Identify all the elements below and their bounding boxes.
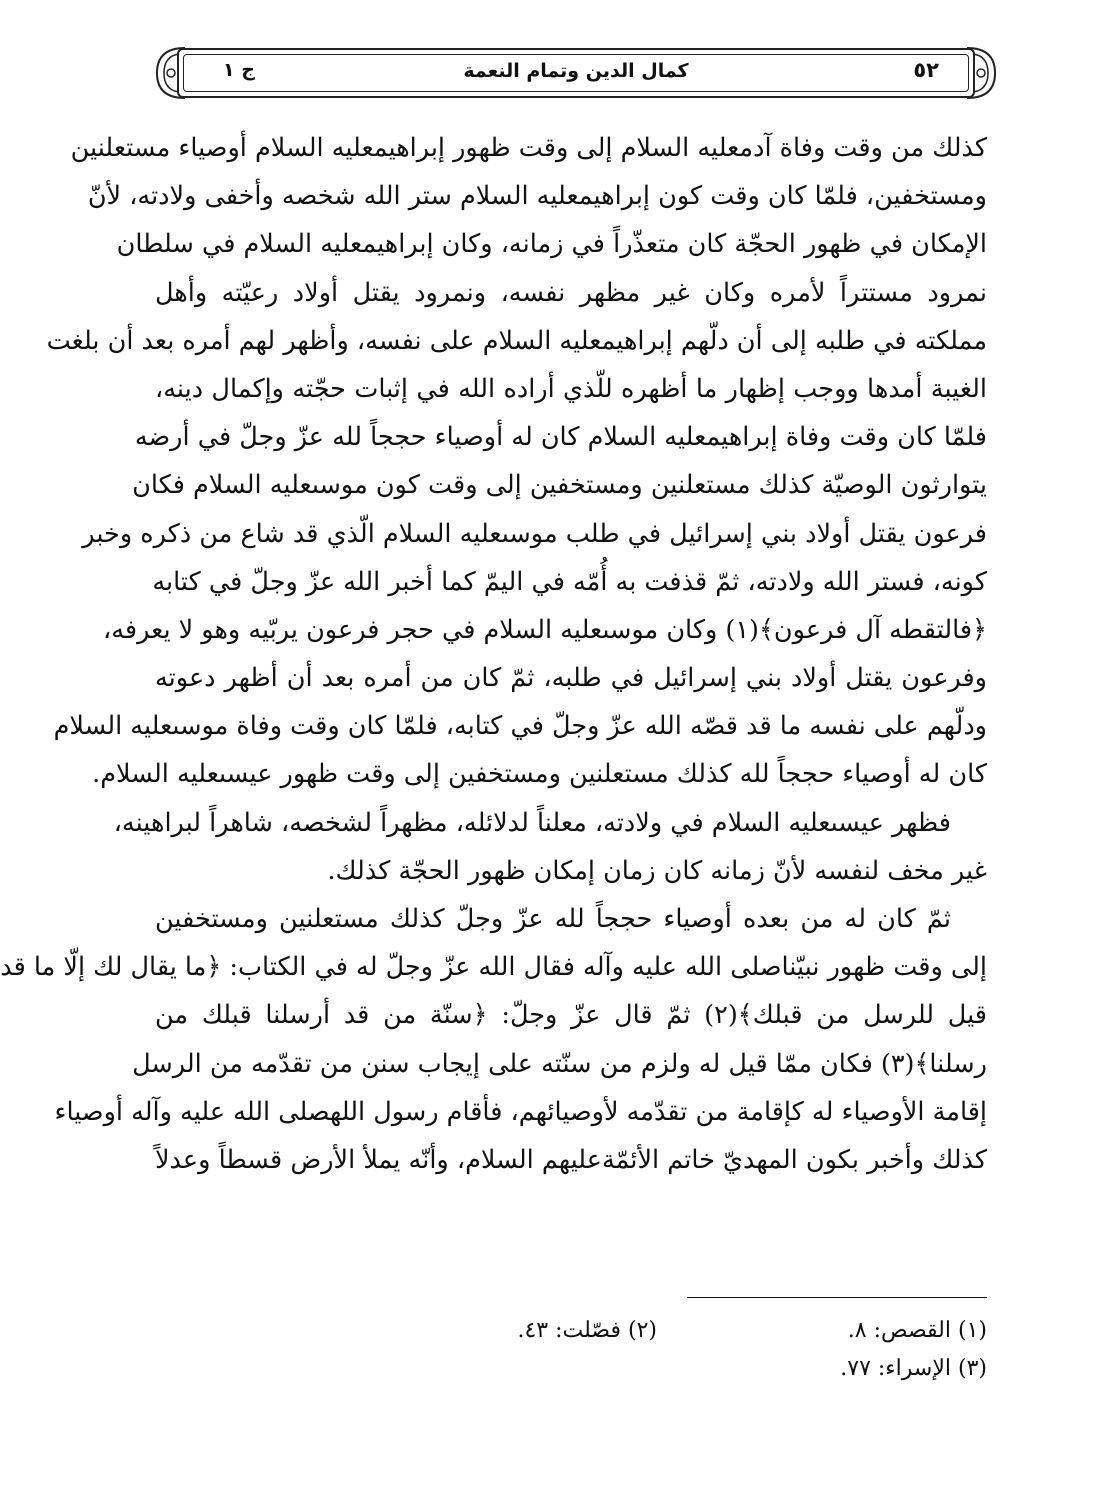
text-line: ودلّهم على نفسه ما قد قصّه الله عزّ وجلّ في كتابه، فلمّا كان وقت وفاة موسىعليه السلام <box>53 711 987 742</box>
text-line: كان له أوصياء حججاً لله كذلك مستعلنين ومستخفين إلى وقت ظهور عيسىعليه السلام. <box>92 759 987 790</box>
text-line: يتوارثون الوصيّة كذلك مستعلنين ومستخفين إلى وقت كون موسىعليه السلام فكان <box>132 470 987 501</box>
footnote-2: (٢) فصّلت: ٤٣. <box>517 1318 657 1343</box>
text-line: نمرود مستتراً لأمره وكان غير مظهر نفسه، ونمرود يقتل أولاد رعيّته وأهل <box>155 277 987 308</box>
text-line: مملكته في طلبه إلى أن دلّهم إبراهيمعليه السلام على نفسه، وأظهر لهم أمره بعد أن بلغت <box>46 325 987 356</box>
text-line: ثمّ كان له من بعده أوصياء حججاً لله عزّ وجلّ كذلك مستعلنين ومستخفين <box>155 904 951 934</box>
text-line: فظهر عيسىعليه السلام في ولادته، معلناً لدلائله، مظهراً لشخصه، شاهراً لبراهينه، <box>113 807 951 838</box>
text-line: إلى وقت ظهور نبيّناصلى الله عليه وآله فقال الله عزّ وجلّ له في الكتاب: ﴿ما يقال لك إلّا ما قد <box>0 952 987 983</box>
text-line: كذلك من وقت وفاة آدمعليه السلام إلى وقت ظهور إبراهيمعليه السلام أوصياء مستعلنين <box>70 133 987 163</box>
book-title: كمال الدين وتمام النعمة <box>463 60 689 82</box>
page-header <box>151 44 1001 102</box>
text-line: رسلنا﴾(٣) فكان ممّا قيل له ولزم من سنّته على إيجاب سنن من تقدّمه من الرسل <box>132 1048 987 1079</box>
page-number: ٥٢ <box>913 58 939 82</box>
footnote-3: (٣) الإسراء: ٧٧. <box>840 1356 987 1381</box>
volume-label: ج ١ <box>223 59 255 81</box>
footnote-1: (١) القصص: ٨. <box>847 1318 987 1343</box>
text-line: قيل للرسل من قبلك﴾(٢) ثمّ قال عزّ وجلّ: ﴿سنّة من قد أرسلنا قبلك من <box>155 1000 987 1031</box>
text-line: وفرعون يقتل أولاد بني إسرائيل في طلبه، ثمّ كان من أمره بعد أن أظهر دعوته <box>155 663 987 694</box>
header-frame <box>177 48 975 98</box>
main-text <box>0 124 987 1184</box>
text-line: كونه، فستر الله ولادته، ثمّ قذفت به أُمّه في اليمّ كما أخبر الله عزّ وجلّ في كتابه <box>152 566 987 597</box>
text-line: فلمّا كان وقت وفاة إبراهيمعليه السلام كان له أوصياء حججاً لله عزّ وجلّ في أرضه <box>134 422 987 453</box>
text-line: إقامة الأوصياء له كإقامة من تقدّمه لأوصيائهم، فأقام رسول اللهصلى الله عليه وآله أوصياء <box>54 1096 987 1127</box>
text-line: الغيبة أمدها ووجب إظهار ما أظهره للّذي أراده الله في إثبات حجّته وإكمال دينه، <box>155 373 987 404</box>
text-line: ومستخفين، فلمّا كان وقت كون إبراهيمعليه السلام ستر الله شخصه وأخفى ولادته، لأنّ <box>87 181 987 212</box>
text-line: الإمكان في ظهور الحجّة كان متعذّراً في زمانه، وكان إبراهيمعليه السلام في سلطان <box>116 229 987 260</box>
text-line: كذلك وأخبر بكون المهديّ خاتم الأئمّةعليهم السلام، وأنّه يملأ الأرض قسطاً وعدلاً <box>155 1144 987 1175</box>
text-line: غير مخف لنفسه لأنّ زمانه كان زمان إمكان ظهور الحجّة كذلك. <box>327 855 987 886</box>
text-line: فرعون يقتل أولاد بني إسرائيل في طلب موسىعليه السلام الّذي قد شاع من ذكره وخبر <box>82 518 987 549</box>
text-line: ﴿فالتقطه آل فرعون﴾(١) وكان موسىعليه السلام في حجر فرعون يربّيه وهو لا يعرفه، <box>102 614 987 645</box>
footnote-divider <box>687 1297 987 1298</box>
